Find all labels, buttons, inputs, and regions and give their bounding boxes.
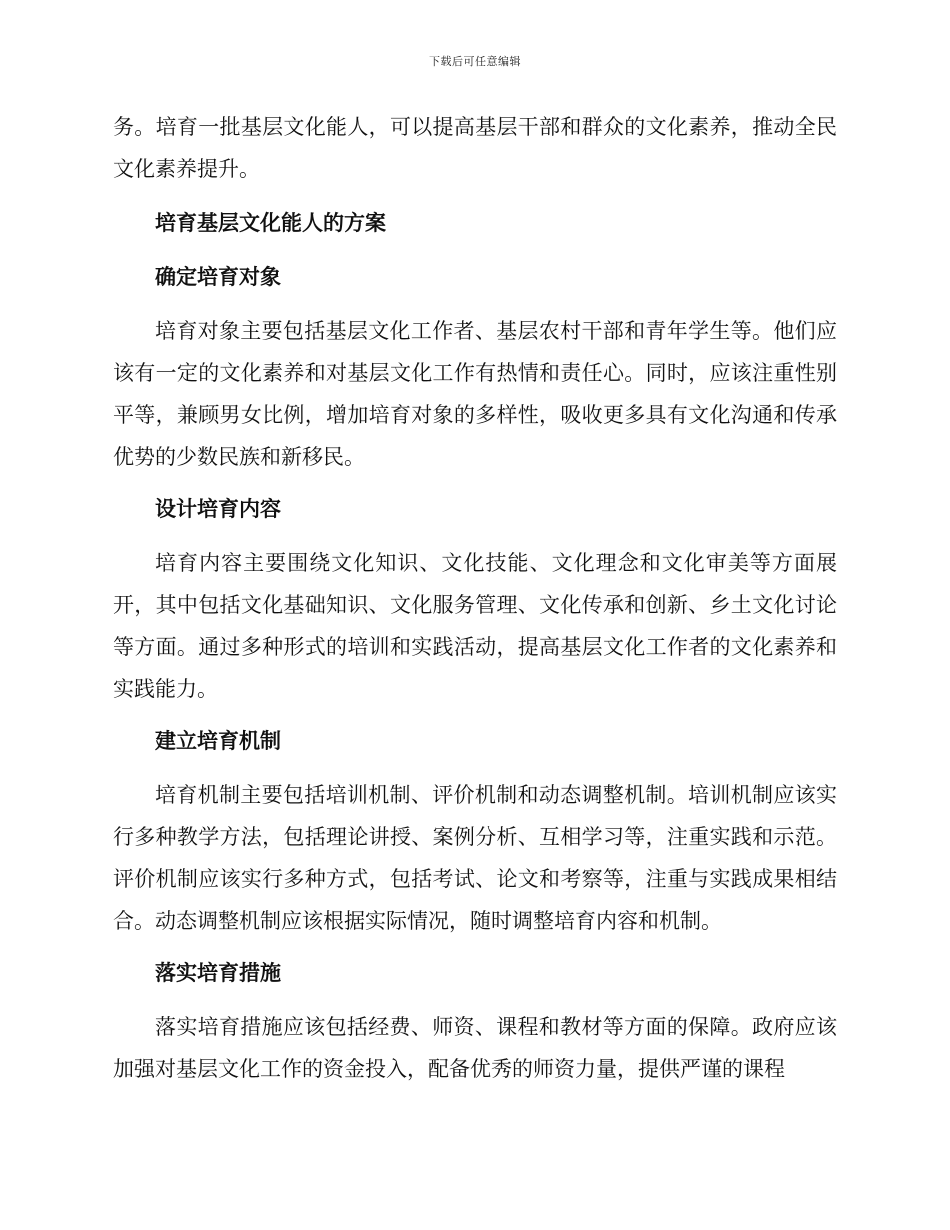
document-body — [113, 106, 837, 1100]
subheading-content: 设计培育内容 — [155, 497, 281, 521]
section-heading-plan: 培育基层文化能人的方案 — [155, 211, 386, 235]
paragraph-mechanism: 培育机制主要包括培训机制、评价机制和动态调整机制。培训机制应该实行多种教学方法，包括理论讲授、案例分析、互相学习等，注重实践和示范。评价机制应该实行多种方式，包括考试、论文和考察等，注重与实践成果相结合。动态调整机制应该根据实际情况，随时调整培育内容和机制。 — [113, 783, 837, 933]
page-header: 下载后可任意编辑 — [429, 55, 521, 68]
paragraph-continuation: 务。培育一批基层文化能人，可以提高基层干部和群众的文化素养，推动全民文化素养提升。 — [113, 115, 837, 181]
paragraph-measures: 落实培育措施应该包括经费、师资、课程和教材等方面的保障。政府应该加强对基层文化工作的资金投入，配备优秀的师资力量，提供严谨的课程 — [113, 1015, 837, 1081]
subheading-target: 确定培育对象 — [155, 265, 281, 289]
paragraph-content: 培育内容主要围绕文化知识、文化技能、文化理念和文化审美等方面展开，其中包括文化基础知识、文化服务管理、文化传承和创新、乡土文化讨论等方面。通过多种形式的培训和实践活动，提高基层文化工作者的文化素养和实践能力。 — [113, 551, 837, 701]
subheading-mechanism: 建立培育机制 — [155, 729, 281, 753]
paragraph-target: 培育对象主要包括基层文化工作者、基层农村干部和青年学生等。他们应该有一定的文化素养和对基层文化工作有热情和责任心。同时，应该注重性别平等，兼顾男女比例，增加培育对象的多样性，吸收更多具有文化沟通和传承优势的少数民族和新移民。 — [113, 319, 837, 469]
subheading-measures: 落实培育措施 — [155, 961, 281, 985]
